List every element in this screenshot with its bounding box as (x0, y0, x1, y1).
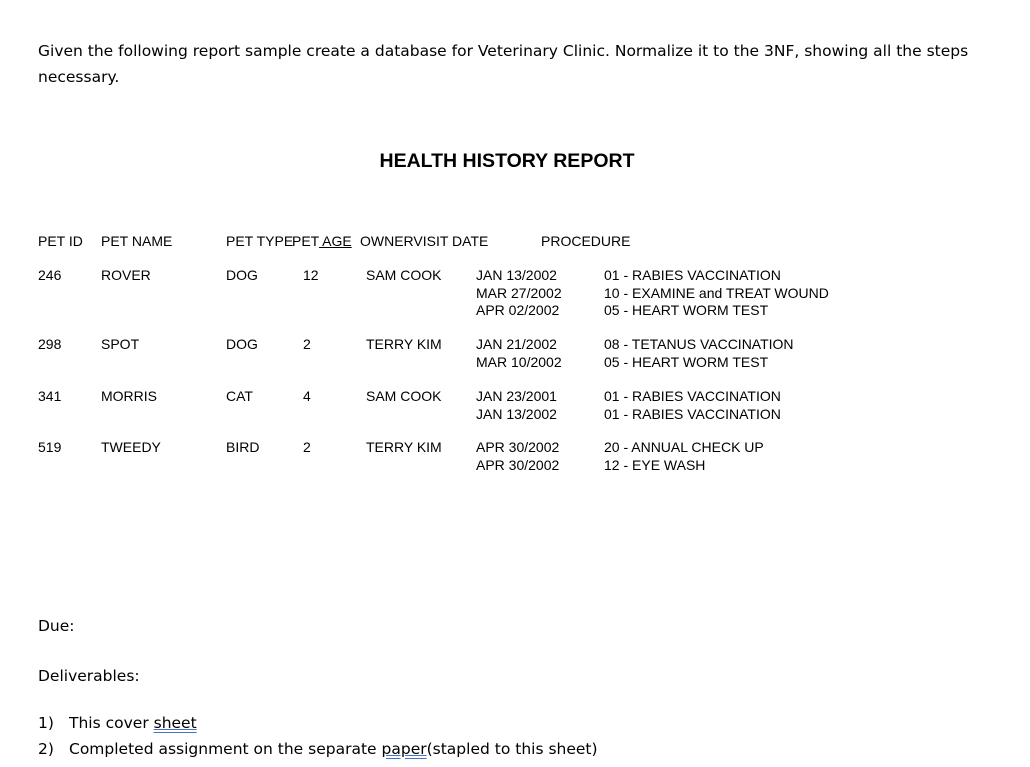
deliverables-label: Deliverables: (38, 667, 140, 685)
header-pet-age (292, 233, 352, 249)
visit-date: MAR 10/2002 (476, 353, 562, 370)
spellcheck-word: paper (381, 740, 427, 758)
pet-age: 12 (303, 267, 319, 283)
pet-name: MORRIS (101, 388, 157, 404)
deliverable-item-1 (38, 714, 197, 732)
deliverable-item-2 (38, 740, 598, 758)
owner: SAM COOK (366, 267, 442, 283)
deliverable-text: Completed assignment on the separate (69, 740, 382, 758)
pet-id: 298 (38, 336, 62, 352)
visit-date: APR 02/2002 (476, 302, 560, 318)
header-owner-visit-date: OWNERVISIT DATE (360, 233, 489, 249)
procedure: 05 - HEART WORM TEST (604, 353, 769, 370)
header-pet-id: PET ID (38, 233, 83, 249)
visit-date: JAN 23/2001 (476, 388, 557, 404)
header-pet-age-suffix: AGE (318, 233, 352, 249)
pet-age: 2 (303, 336, 311, 352)
procedure: 01 - RABIES VACCINATION (604, 267, 781, 283)
spellcheck-word: sheet (153, 714, 197, 732)
pet-type: BIRD (226, 439, 260, 455)
pet-name: SPOT (101, 336, 140, 352)
procedure: 20 - ANNUAL CHECK UP (604, 439, 764, 455)
list-number: 2) (38, 740, 54, 758)
visit-date: APR 30/2002 (476, 439, 560, 455)
due-label: Due: (38, 617, 75, 635)
header-pet-name: PET NAME (101, 233, 173, 249)
visit-date: APR 30/2002 (476, 456, 560, 473)
owner: TERRY KIM (366, 439, 442, 455)
pet-age: 4 (303, 388, 311, 404)
list-number: 1) (38, 714, 54, 732)
pet-name: ROVER (101, 267, 151, 283)
visit-date: JAN 13/2002 (476, 405, 557, 422)
visit-date: JAN 13/2002 (476, 267, 557, 283)
procedure: 10 - EXAMINE and TREAT WOUND (604, 284, 829, 301)
header-pet-type: PET TYPE (226, 233, 294, 249)
procedure: 05 - HEART WORM TEST (604, 302, 769, 318)
pet-id: 246 (38, 267, 62, 283)
deliverable-text-tail: (stapled to this sheet) (426, 740, 598, 758)
pet-id: 341 (38, 388, 62, 404)
procedure: 01 - RABIES VACCINATION (604, 405, 781, 422)
owner: SAM COOK (366, 388, 442, 404)
procedure: 12 - EYE WASH (604, 456, 706, 473)
pet-name: TWEEDY (101, 439, 161, 455)
procedure: 01 - RABIES VACCINATION (604, 388, 781, 404)
visit-date: JAN 21/2002 (476, 336, 557, 352)
header-pet-age-prefix: PET (292, 233, 319, 249)
procedure: 08 - TETANUS VACCINATION (604, 336, 794, 352)
owner: TERRY KIM (366, 336, 442, 352)
pet-age: 2 (303, 439, 311, 455)
deliverable-text: This cover (69, 714, 154, 732)
pet-id: 519 (38, 439, 62, 455)
pet-type: CAT (226, 388, 253, 404)
header-procedure: PROCEDURE (541, 233, 631, 249)
report-title: HEALTH HISTORY REPORT (379, 150, 635, 172)
assignment-instructions: Given the following report sample create a database for Veterinary Clinic. Normalize it to the 3NF, showing all the steps necessary. (38, 42, 969, 86)
visit-date: MAR 27/2002 (476, 284, 562, 301)
pet-type: DOG (226, 267, 258, 283)
pet-type: DOG (226, 336, 258, 352)
